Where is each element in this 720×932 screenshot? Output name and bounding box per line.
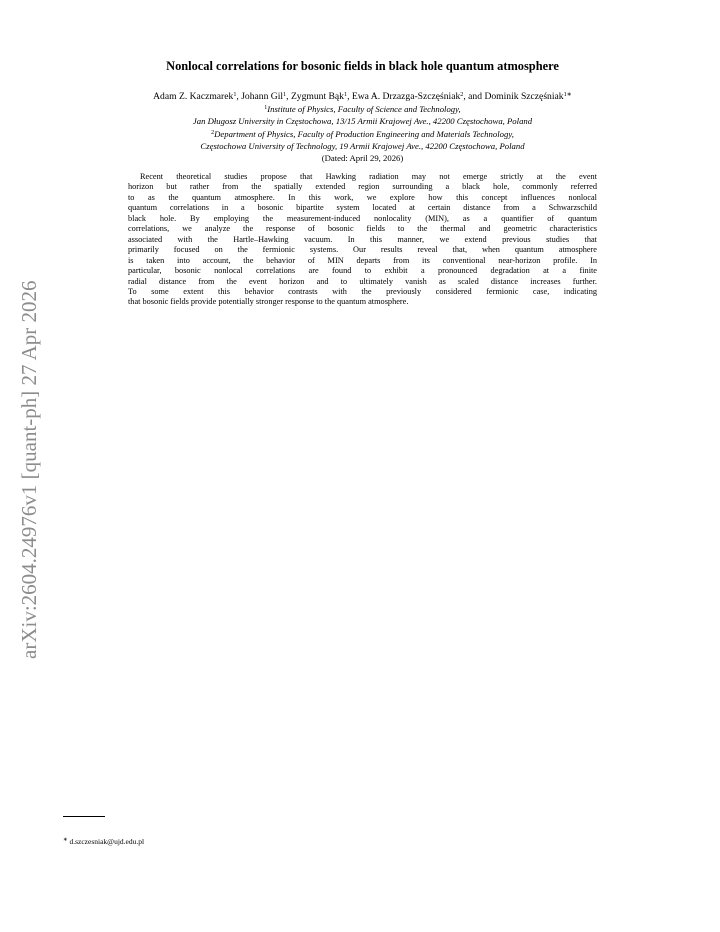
affiliation-2-line-2: Częstochowa University of Technology, 19 Armii Krajowej Ave., 42200 Częstochowa, Poland <box>200 141 525 151</box>
author-name: Johann Gil <box>241 91 284 102</box>
author-affiliation-mark: 1 <box>233 91 237 98</box>
author-separator: , <box>236 91 242 102</box>
footnote-divider <box>63 816 105 817</box>
date-line: (Dated: April 29, 2026) <box>321 153 404 163</box>
abstract-line: correlations, we analyze the response of bosonic fields to the thermal and geometric characteristics <box>128 224 597 234</box>
author-name: Dominik Szczęśniak <box>484 91 564 102</box>
paper-title: Nonlocal correlations for bosonic fields in black hole quantum atmosphere <box>166 59 559 73</box>
abstract-line: to as the quantum atmosphere. In this work, we explore how this concept influences nonlocal <box>128 192 597 202</box>
abstract-line: primarily focused on the fermionic systems. Our results reveal that, when quantum atmosphere <box>128 245 597 255</box>
abstract-line: that bosonic fields provide potentially stronger response to the quantum atmosphere. <box>128 297 409 307</box>
author-separator: , <box>286 91 291 102</box>
abstract-line: radial distance from the event horizon and to ultimately vanish as scaled distance increases further. <box>128 276 597 286</box>
abstract <box>128 172 597 308</box>
affiliation-mark: 1 <box>264 105 268 111</box>
author-affiliation-mark: 1 <box>283 91 287 98</box>
author-separator: , and <box>463 91 485 102</box>
author-affiliation-mark: 2 <box>460 91 464 98</box>
affiliation-1-line-1 <box>90 104 635 115</box>
author-separator: , <box>347 91 352 102</box>
abstract-line: horizon but rather from the spatially extended region surrounding a black hole, commonly referred <box>128 182 597 192</box>
abstract-line: quantum correlations in a bosonic bipartite system located at certain distance from a Schwarzschild <box>128 203 597 213</box>
abstract-line: particular, bosonic nonlocal correlations are found to exhibit a pronounced degradation at a finite <box>128 266 597 276</box>
author-list <box>60 91 665 102</box>
abstract-line: associated with the Hartle–Hawking vacuum. In this manner, we extend previous studies that <box>128 234 597 244</box>
affiliation-text: Institute of Physics, Faculty of Science and Technology, <box>267 104 461 114</box>
footnote <box>63 837 144 846</box>
affiliation-mark: 2 <box>211 130 215 136</box>
arxiv-identifier-stamp: arXiv:2604.24976v1 [quant-ph] 27 Apr 2026 <box>17 280 41 659</box>
footnote-mark: ∗ <box>63 837 68 843</box>
author-affiliation-mark: 1 <box>343 91 348 98</box>
abstract-line: To some extent this behavior contrasts with the previously considered fermionic case, indicating <box>128 286 597 296</box>
affiliation-2-line-1 <box>90 129 635 140</box>
affiliation-1-line-2: Jan Długosz University in Częstochowa, 13/15 Armii Krajowej Ave., 42200 Częstochowa, Poland <box>192 116 533 126</box>
abstract-line: is taken into account, the behavior of MIN departs from its conventional near-horizon profile. In <box>128 255 597 265</box>
author-name: Adam Z. Kaczmarek <box>153 91 234 102</box>
author-affiliation-mark: 1∗ <box>563 91 572 98</box>
author-name: Zygmunt Bąk <box>290 91 344 102</box>
author-name: Ewa A. Drzazga-Szczęśniak <box>351 91 461 102</box>
abstract-line: Recent theoretical studies propose that Hawking radiation may not emerge strictly at the event <box>140 172 597 181</box>
affiliation-text: Department of Physics, Faculty of Production Engineering and Materials Technology, <box>214 129 514 139</box>
corresponding-author-email: d.szczesniak@ujd.edu.pl <box>69 837 145 846</box>
abstract-line: black hole. By employing the measurement-induced nonlocality (MIN), as a quantifier of quantum <box>128 213 597 223</box>
